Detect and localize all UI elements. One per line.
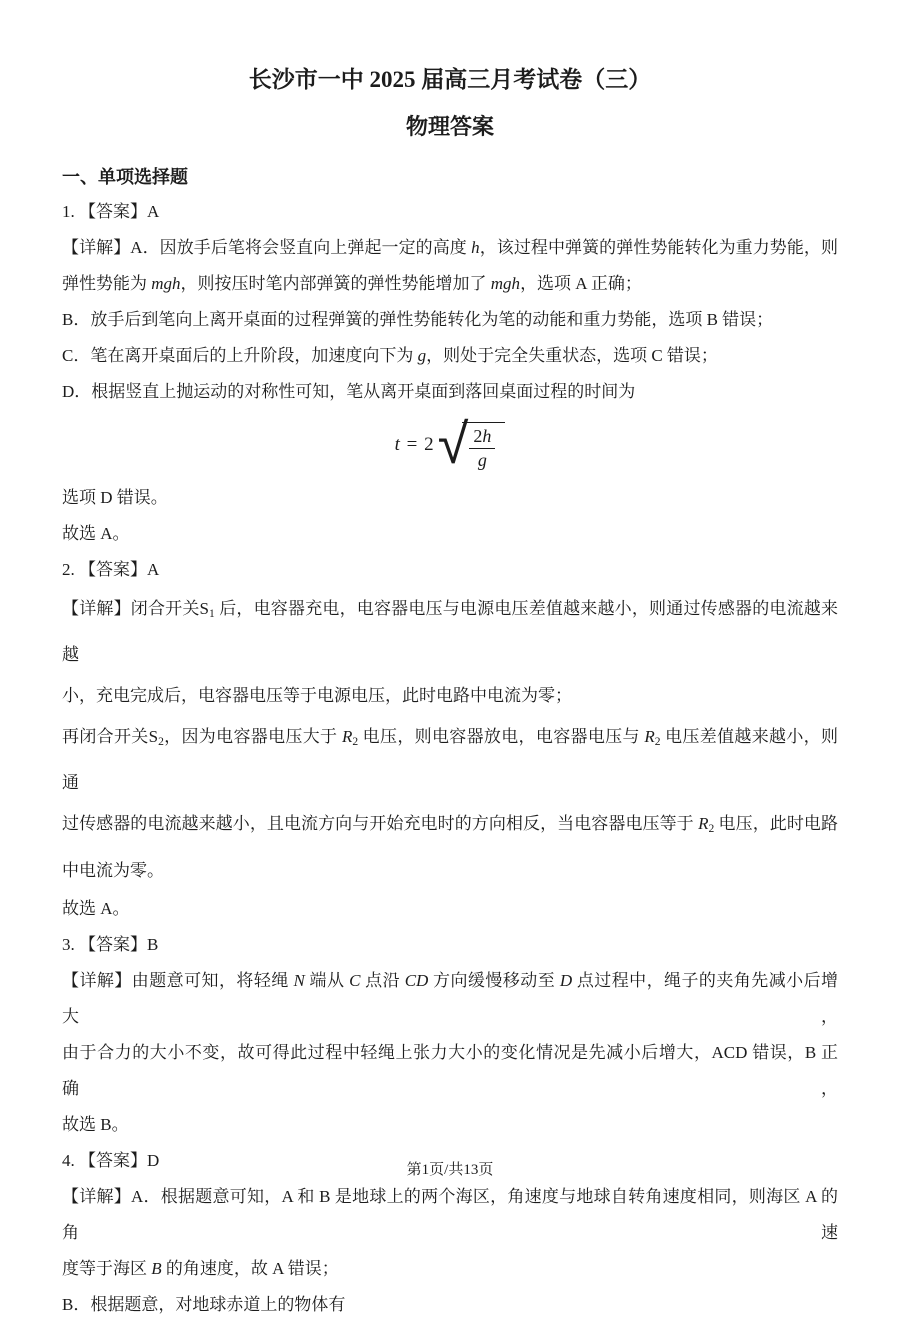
q2-final-answer: 故选 A。 — [62, 898, 130, 918]
q4-option-b: B．根据题意，对地球赤道上的物体有 — [62, 1294, 346, 1314]
q3-answer: 3. 【答案】B — [62, 934, 159, 954]
q2-detail-line-1: 【详解】闭合开关S1 后，电容器充电，电容器电压与电源电压差值越来越小，则通过传感器的电流越来越 — [62, 599, 838, 665]
q1-answer: 1. 【答案】A — [62, 202, 160, 221]
q1-final-answer: 故选 A。 — [62, 524, 130, 543]
q4-detail-line-2: 度等于海区 B 的角速度，故 A 错误； — [62, 1258, 339, 1278]
q1-option-c: C．笔在离开桌面后的上升阶段，加速度向下为 g，则处于完全失重状态，选项 C 错误； — [62, 346, 718, 365]
q1-option-b: B．放手后到笔向上离开桌面的过程弹簧的弹性势能转化为笔的动能和重力势能，选项 B 错误； — [62, 310, 774, 329]
document-title: 长沙市一中 2025 届高三月考试卷（三） — [248, 67, 652, 92]
q1-conclusion-d: 选项 D 错误。 — [62, 488, 168, 507]
formula-prefix: t = 2 — [394, 434, 435, 455]
q4-detail-line-1: 【详解】A．根据题意可知，A 和 B 是地球上的两个海区，角速度与地球自转角速度相同，则海区 A 的角速 — [62, 1186, 838, 1242]
section-heading: 一、单项选择题 — [62, 167, 188, 187]
q3-detail-line-1: 【详解】由题意可知，将轻绳 N 端从 C 点沿 CD 方向缓慢移动至 D 点过程中，绳子的夹角先减小后增大， — [62, 970, 839, 1026]
q2-detail-line-4: 过传感器的电流越来越小，且电流方向与开始充电时的方向相反，当电容器电压等于 R2 电压，此时电路 — [62, 814, 839, 836]
q3-detail-line-2: 由于合力的大小不变，故可得此过程中轻绳上张力大小的变化情况是先减小后增大，ACD 错误，B 正确， — [62, 1042, 838, 1098]
q1-formula — [62, 410, 838, 480]
q1-option-d: D．根据竖直上抛运动的对称性可知，笔从离开桌面到落回桌面过程的时间为 — [62, 382, 636, 401]
page-number: 第1页/共13页 — [406, 1162, 494, 1178]
document-subtitle: 物理答案 — [405, 114, 494, 139]
q2-detail-line-2: 小，充电完成后，电容器电压等于电源电压，此时电路中电流为零； — [62, 686, 572, 706]
radical-sign-icon: √ — [437, 412, 469, 477]
q2-detail-line-5: 中电流为零。 — [62, 860, 164, 880]
formula-denominator: g — [477, 450, 487, 470]
sqrt-radical — [437, 412, 506, 477]
formula-expression — [394, 412, 506, 477]
q2-answer: 2. 【答案】A — [62, 560, 160, 579]
formula-numerator: 2h — [469, 426, 495, 449]
q1-detail-line-2: 弹性势能为 mgh，则按压时笔内部弹簧的弹性势能增加了 mgh，选项 A 正确； — [62, 274, 642, 293]
q1-detail-line-1: 【详解】A．因放手后笔将会竖直向上弹起一定的高度 h，该过程中弹簧的弹性势能转化为重力势能，则 — [62, 238, 838, 257]
q2-detail-line-3: 再闭合开关S2，因为电容器电压大于 R2 电压，则电容器放电，电容器电压与 R2 电压差值越来越小，则通 — [62, 727, 838, 793]
q4-answer: 4. 【答案】D — [62, 1150, 160, 1170]
q3-final-answer: 故选 B。 — [62, 1114, 129, 1134]
